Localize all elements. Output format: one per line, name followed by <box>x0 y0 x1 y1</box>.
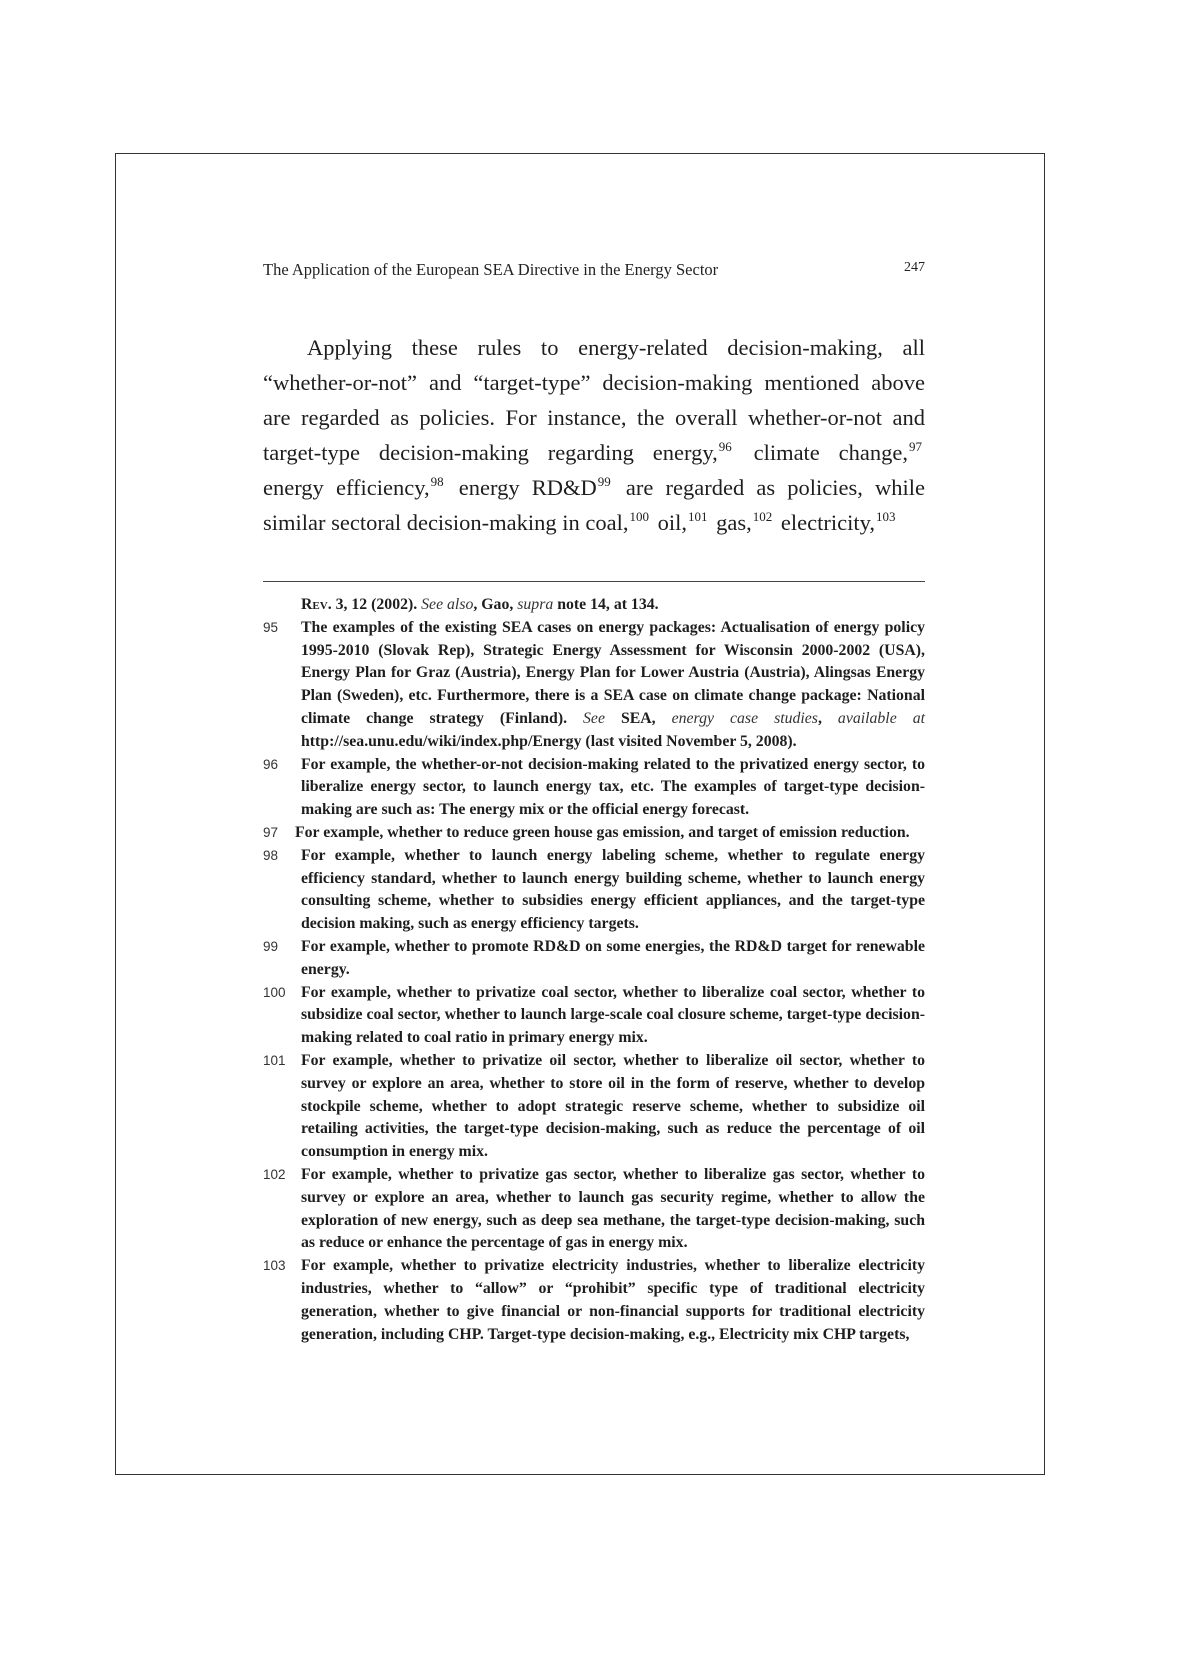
footnote-text: , <box>817 709 838 727</box>
footnote-separator <box>263 581 925 582</box>
signal-see-also: See also <box>421 596 474 613</box>
footnote-text: For example, whether to reduce green house gas emission, and target of emission reduction. <box>295 823 910 841</box>
footnote-number: 98 <box>263 847 279 863</box>
footnote-text: For example, the whether-or-not decision-making related to the privatized energy sector, to liberalize energy sector, to launch energy tax, etc. The examples of target-type decision-making are such as: The energy mix or the official energy forecast. <box>301 755 925 819</box>
footnote-number: 100 <box>263 984 286 1000</box>
body-text-run: electricity, <box>775 510 876 535</box>
footnote-text: For example, whether to launch energy labeling scheme, whether to regulate energy efficiency standard, whether to launch energy building scheme, whether to launch energy consulting scheme, whether to subsidies energy efficient appliances, and the target-type decision making, such as energy efficiency targets. <box>301 846 925 933</box>
page-number: 247 <box>904 260 925 275</box>
footnote-number: 99 <box>263 938 279 954</box>
footnote-ref-101[interactable]: 101 <box>688 509 708 524</box>
body-text-run: gas, <box>710 510 752 535</box>
footnotes <box>263 594 925 1346</box>
footnote-number: 102 <box>263 1166 286 1182</box>
signal-supra: supra <box>517 596 554 613</box>
footnote-95 <box>263 617 925 754</box>
journal-abbrev: Rev. <box>301 596 332 613</box>
footnote-96 <box>263 754 925 822</box>
footnote-number: 97 <box>263 824 279 840</box>
footnote-text: 3, 12 (2002). <box>331 596 422 613</box>
footnote-text: For example, whether to promote RD&D on some energies, the RD&D target for renewable energy. <box>301 937 925 978</box>
footnote-text: , Gao, <box>473 596 518 613</box>
body-text-run: Applying these rules to energy-related decision-making, all “whether-or-not” and “target-type” decision-making mentioned above are regarded as policies. For instance, the overall whether-or-not and target-type decision-making regarding energy, <box>263 335 925 465</box>
footnote-text: For example, whether to privatize coal sector, whether to liberalize coal sector, whether to subsidize coal sector, whether to launch large-scale coal closure scheme, target-type decision-making related to coal ratio in primary energy mix. <box>301 983 925 1047</box>
footnote-ref-98[interactable]: 98 <box>430 474 444 489</box>
running-title: The Application of the European SEA Directive in the Energy Sector <box>263 260 719 279</box>
footnote-99 <box>263 936 925 982</box>
footnote-number: 103 <box>263 1258 286 1274</box>
running-head <box>263 260 925 284</box>
footnote-ref-99[interactable]: 99 <box>597 474 611 489</box>
paragraph <box>263 330 925 540</box>
signal-see: See <box>583 709 605 727</box>
footnote-number: 96 <box>263 756 279 772</box>
body-text-run: energy efficiency, <box>263 475 430 500</box>
footnote-text: note 14, at 134. <box>553 596 659 613</box>
footnote-ref-103[interactable]: 103 <box>876 509 896 524</box>
body-text-run: climate change, <box>734 440 908 465</box>
footnote-url-text[interactable]: http://sea.unu.edu/wiki/index.php/Energy (last visited November 5, 2008). <box>301 732 797 750</box>
footnote-text: For example, whether to privatize gas sector, whether to liberalize gas sector, whether to survey or explore an area, whether to launch gas security regime, whether to allow the exploration of new energy, such as deep sea methane, the target-type decision-making, such as reduce or enhance the percentage of gas in energy mix. <box>301 1165 925 1252</box>
body-text-run: energy RD&D <box>446 475 597 500</box>
footnote-102 <box>263 1164 925 1255</box>
footnote-continuation <box>263 594 925 617</box>
footnote-ref-102[interactable]: 102 <box>752 509 773 524</box>
body-text-run: oil, <box>652 510 688 535</box>
footnote-ref-100[interactable]: 100 <box>629 509 650 524</box>
footnote-number: 101 <box>263 1052 286 1068</box>
footnote-103 <box>263 1255 925 1346</box>
footnote-100 <box>263 982 925 1050</box>
footnote-ref-96[interactable]: 96 <box>718 439 732 454</box>
footnote-101 <box>263 1050 925 1164</box>
footnote-text: For example, whether to privatize oil sector, whether to liberalize oil sector, whether to survey or explore an area, whether to store oil in the form of reserve, whether to develop stockpile scheme, whether to adopt strategic reserve scheme, whether to subsidize oil retailing activities, the target-type decision-making, such as reduce the percentage of oil consumption in energy mix. <box>301 1051 925 1161</box>
body-text-run: are regarded as policies, while similar sectoral decision-making in coal, <box>263 475 925 535</box>
footnote-number: 95 <box>263 619 279 635</box>
body-paragraph <box>263 330 925 540</box>
available-at: available at <box>837 709 925 727</box>
footnote-text: The examples of the existing SEA cases on energy packages: Actualisation of energy policy 1995-2010 (Slovak Rep), Strategic Energy Assessment for Wisconsin 2000-2002 (USA), Energy Plan for Graz (Austria), Energy Plan for Lower Austria (Austria), Alingsas Energy Plan (Sweden), etc. Furthermore, there is a SEA case on climate change package: National climate change strategy (Finland). <box>301 618 925 727</box>
footnote-text: For example, whether to privatize electricity industries, whether to liberalize electricity industries, whether to “allow” or “prohibit” specific type of traditional electricity generation, whether to give financial or non-financial supports for traditional electricity generation, including CHP. Target-type decision-making, e.g., Electricity mix CHP targets, <box>301 1257 925 1343</box>
footnote-ref-97[interactable]: 97 <box>908 439 922 454</box>
source-title: energy case studies <box>671 709 818 727</box>
footnote-97 <box>263 822 925 845</box>
footnote-98 <box>263 845 925 936</box>
footnote-text: SEA, <box>604 709 672 727</box>
